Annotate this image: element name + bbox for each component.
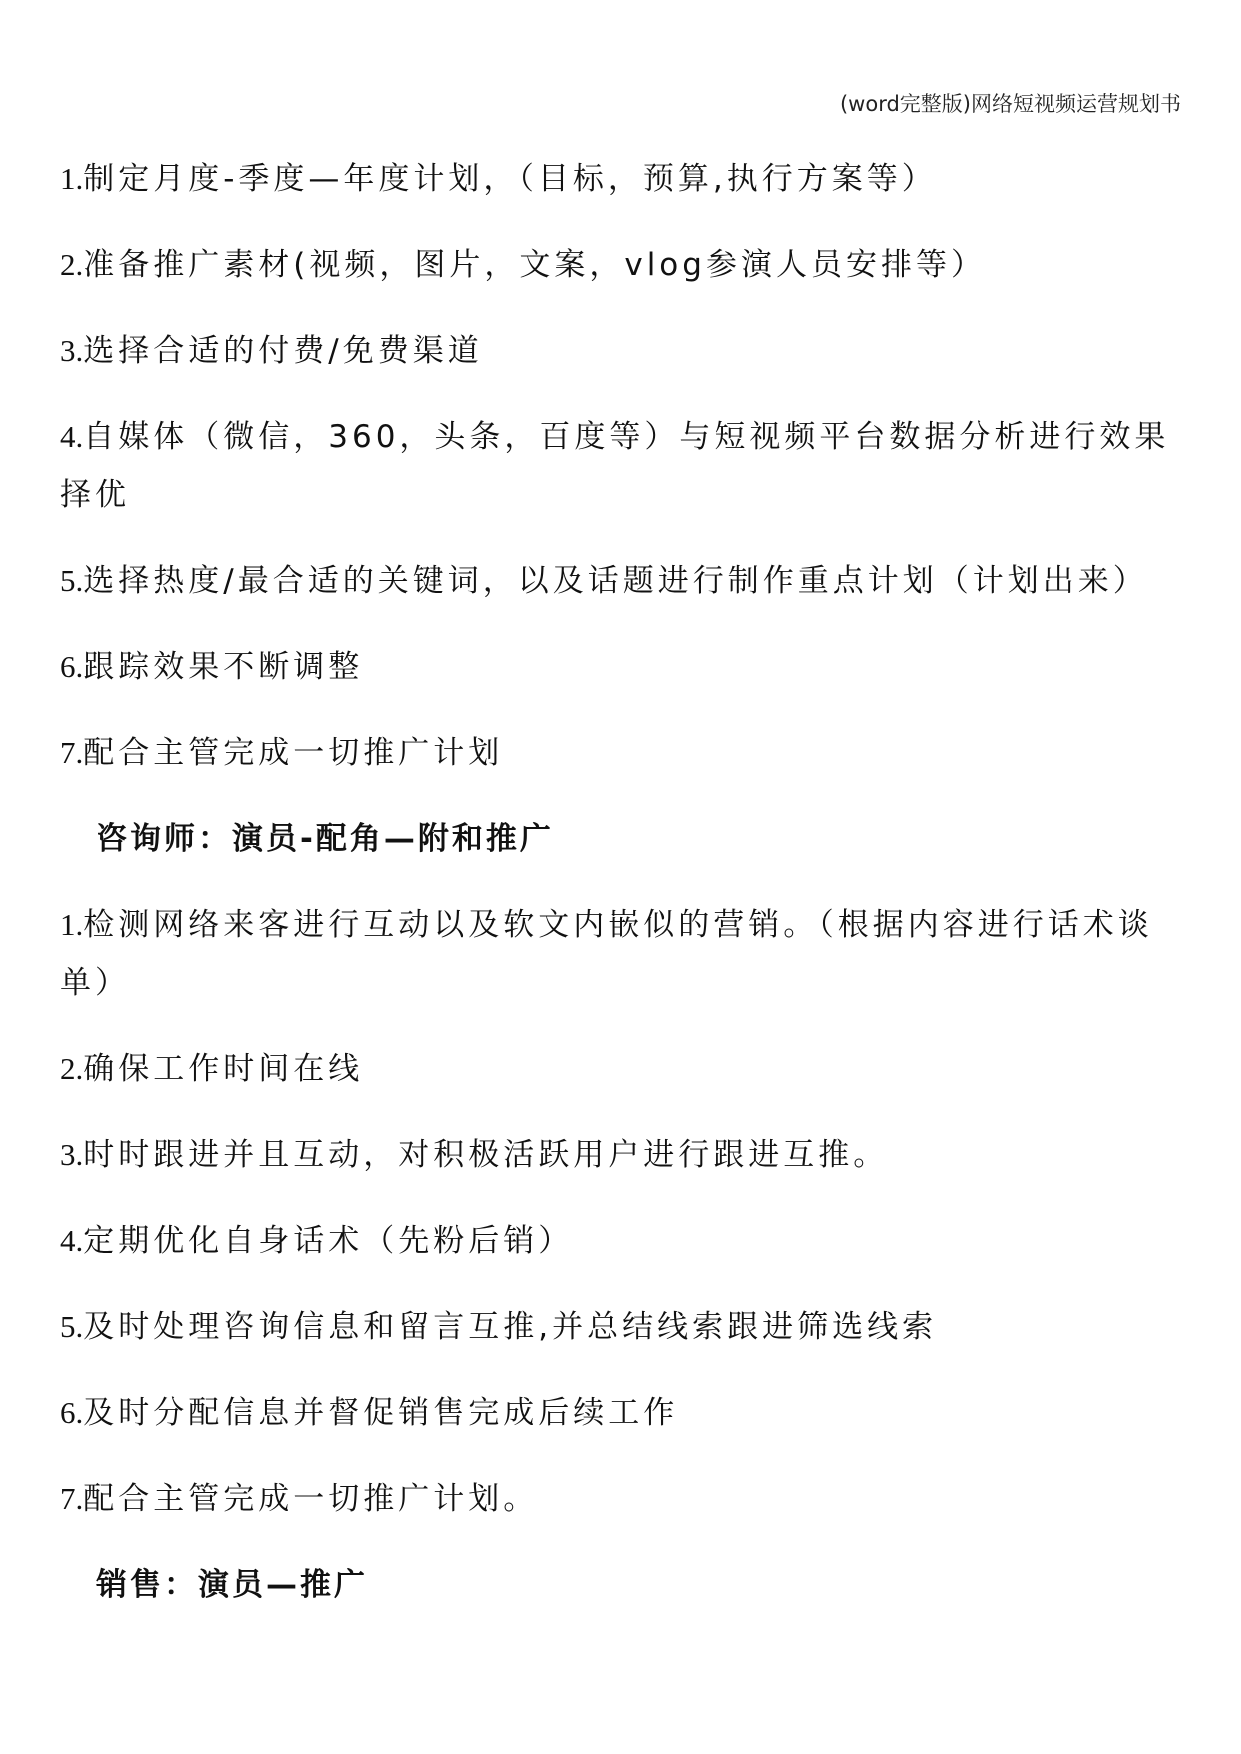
item-number: 2. [60,247,84,282]
item-text: 配合主管完成一切推广计划。 [83,1481,539,1517]
item-text: 选择合适的付费/免费渠道 [83,333,483,369]
document-body [60,150,1185,1642]
list-item [60,1298,1185,1356]
list-item [60,552,1185,610]
item-text: 时时跟进并且互动，对积极活跃用户进行跟进互推。 [83,1137,889,1173]
item-number: 3. [60,1137,84,1172]
list-item [60,408,1185,524]
item-text: 检测网络来客进行互动以及软文内嵌似的营销。（根据内容进行话术谈单） [60,907,1153,1001]
item-text: 自媒体（微信，360，头条，百度等）与短视频平台数据分析进行效果择优 [60,419,1170,513]
list-item [60,1126,1185,1184]
section-heading-consultant: 咨询师：演员-配角—附和推广 [96,821,554,857]
item-text: 制定月度-季度—年度计划，（目标，预算,执行方案等） [83,161,937,197]
item-number: 4. [60,419,84,454]
list-item [60,896,1185,1012]
item-number: 7. [60,735,84,770]
item-text: 跟踪效果不断调整 [83,649,364,685]
list-item [60,1470,1185,1528]
list-item [60,150,1185,208]
item-number: 6. [60,649,84,684]
section-1-list [60,150,1185,782]
item-number: 1. [60,907,84,942]
list-item [60,724,1185,782]
page-header: (word完整版)网络短视频运营规划书 [839,92,1181,116]
list-item [60,236,1185,294]
item-text: 定期优化自身话术（先粉后销） [83,1223,574,1259]
item-number: 2. [60,1051,84,1086]
list-item [60,638,1185,696]
item-number: 5. [60,1309,84,1344]
list-item [60,1040,1185,1098]
item-text: 及时分配信息并督促销售完成后续工作 [83,1395,679,1431]
item-number: 1. [60,161,84,196]
item-number: 6. [60,1395,84,1430]
item-number: 3. [60,333,84,368]
list-item [60,322,1185,380]
item-number: 5. [60,563,84,598]
item-text: 及时处理咨询信息和留言互推,并总结线索跟进筛选线索 [83,1309,938,1345]
item-text: 配合主管完成一切推广计划 [83,735,504,771]
item-text: 确保工作时间在线 [83,1051,364,1087]
list-item [60,1384,1185,1442]
section-2-list [60,896,1185,1528]
section-heading-sales: 销售：演员—推广 [96,1567,368,1603]
list-item [60,1212,1185,1270]
item-number: 4. [60,1223,84,1258]
item-text: 选择热度/最合适的关键词，以及话题进行制作重点计划（计划出来） [83,563,1148,599]
item-text: 准备推广素材(视频，图片，文案，vlog参演人员安排等） [83,247,986,283]
item-number: 7. [60,1481,84,1516]
